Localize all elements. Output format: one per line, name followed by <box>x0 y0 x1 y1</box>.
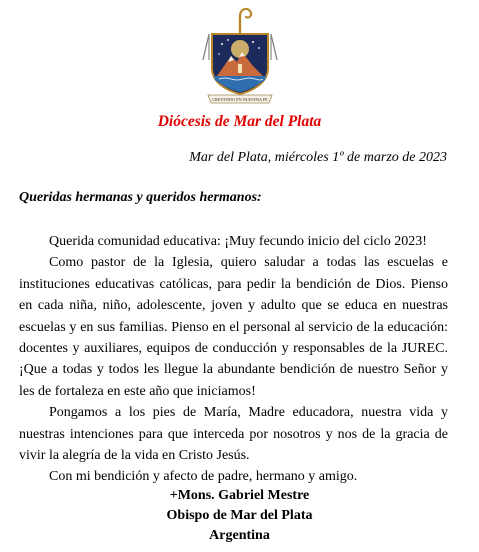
motto-ribbon <box>208 95 272 103</box>
crozier-icon <box>240 9 251 36</box>
shield-icon <box>212 34 268 94</box>
signature-country: Argentina <box>209 528 270 543</box>
diocese-crest <box>195 4 285 108</box>
date-line: Mar del Plata, miércoles 1º de marzo de 2023 <box>189 150 447 165</box>
paragraph: Con mi bendición y afecto de padre, hermano y amigo. <box>49 469 358 485</box>
signature-name: +Mons. Gabriel Mestre <box>169 488 310 503</box>
signature-title: Obispo de Mar del Plata <box>166 508 313 523</box>
signature-block <box>0 486 479 546</box>
paragraph: Pongamos a los pies de María, Madre educadora, nuestra vida y nuestras intenciones para que interceda por nosotros y nos de la gracia de vivir la alegría de la vida en Cristo Jesús. <box>19 405 448 464</box>
diocese-name: Diócesis de Mar del Plata <box>157 113 322 130</box>
crest-motto: CREYENDO EN NUESTRA FE <box>212 97 268 103</box>
paragraph: Como pastor de la Iglesia, quiero saludar a todas las escuelas e instituciones educativas católicas, para pedir la bendición de Dios. Pienso en cada niña, niño, adolescente, joven y adulto que se educa en nuestras escuelas y en sus familias. Pienso en el personal al servicio de la educación: docentes y auxiliares, equipos de conducción y responsables de la JUREC. ¡Que a todas y todos les llegue la abundante bendición de nuestro Señor y les de fortaleza en este año que iniciamos! <box>19 255 448 399</box>
paragraph: Querida comunidad educativa: ¡Muy fecundo inicio del ciclo 2023! <box>49 234 427 249</box>
salutation: Queridas hermanas y queridos hermanos: <box>19 190 262 205</box>
letter-body <box>19 231 448 488</box>
